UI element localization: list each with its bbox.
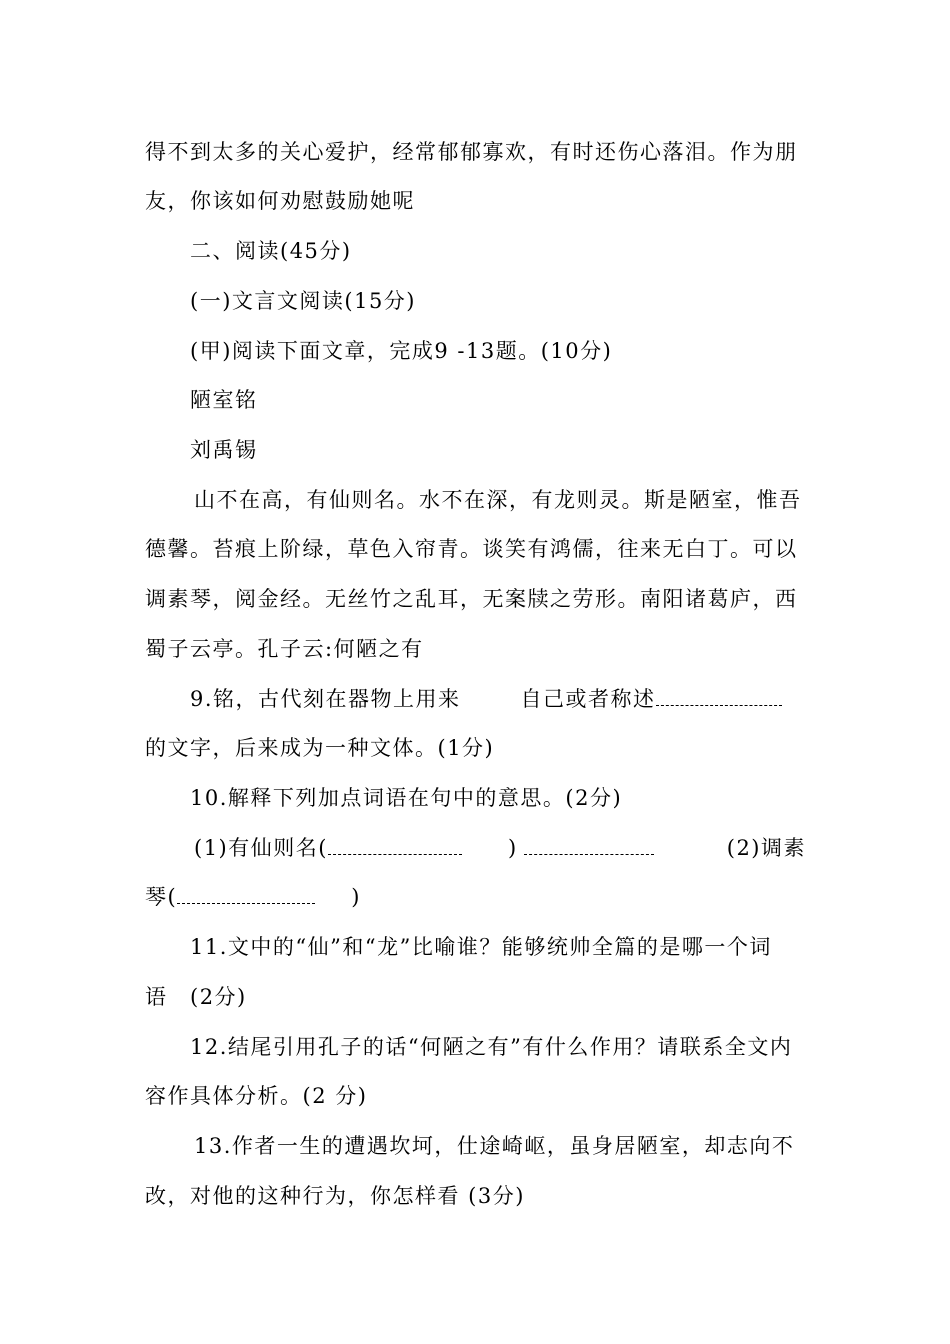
poem-title: 陋室铭 (190, 388, 258, 412)
question-12-line-2: 容作具体分析。(2 分) (145, 1084, 368, 1108)
paragraph-line (145, 137, 807, 167)
answer-blank[interactable] (656, 687, 782, 706)
text-line: 得不到太多的关心爱护，经常郁郁寡欢，有时还伤心落泪。作为朋 (145, 140, 798, 164)
item-1-close: ) (507, 836, 518, 860)
subsection-heading: (一)文言文阅读(15分) (190, 289, 416, 313)
question-9-text-2: 自己或者称述 (520, 687, 656, 711)
poem-line: 调素琴，阅金经。无丝竹之乱耳，无案牍之劳形。南阳诸葛庐，西 (145, 587, 798, 611)
poem-line: 蜀子云亭。孔子云:何陋之有 (145, 637, 424, 661)
question-11: 11.文中的“仙”和“龙”比喻谁？能够统帅全篇的是哪一个词 (190, 935, 772, 959)
question-10-title: 10.解释下列加点词语在句中的意思。(2分) (190, 786, 623, 810)
section-heading: 二、阅读(45分) (190, 239, 352, 263)
instruction-line: (甲)阅读下面文章，完成9 -13题。(10分) (190, 339, 613, 363)
item-2-label: 琴( (145, 885, 178, 909)
question-13: 13.作者一生的遭遇坎坷，仕途崎岖，虽身居陋室，却志向不 (194, 1134, 795, 1158)
question-10-items (194, 833, 806, 863)
item-2-close: ) (351, 885, 361, 909)
paragraph-line: 友，你该如何劝慰鼓励她呢 (145, 189, 415, 213)
item-1-label: (1)有仙则名( (194, 836, 328, 860)
poem-line: 山不在高，有仙则名。水不在深，有龙则灵。斯是陋室，惟吾 (194, 488, 802, 512)
question-10-item-2: (2)调素 (726, 836, 806, 860)
question-9-line-2: 的文字，后来成为一种文体。(1分) (145, 736, 495, 760)
answer-blank[interactable] (328, 836, 462, 855)
question-11-line-2: 语 (2分) (145, 985, 247, 1009)
answer-blank[interactable] (461, 688, 521, 706)
question-9-text: 9.铭，古代刻在器物上用来 (190, 687, 461, 711)
poem-author: 刘禹锡 (190, 438, 258, 462)
question-13-line-2: 改，对他的这种行为，你怎样看 (3分) (145, 1184, 525, 1208)
question-9 (190, 684, 807, 714)
question-10-item-1 (194, 833, 654, 863)
poem-line: 德馨。苔痕上阶绿，草色入帘青。谈笑有鸿儒，往来无白丁。可以 (145, 537, 798, 561)
question-12: 12.结尾引用孔子的话“何陋之有”有什么作用？请联系全文内 (190, 1035, 793, 1059)
answer-blank[interactable] (524, 836, 654, 855)
question-10-item-2-cont (145, 882, 807, 912)
answer-blank[interactable] (177, 885, 315, 904)
